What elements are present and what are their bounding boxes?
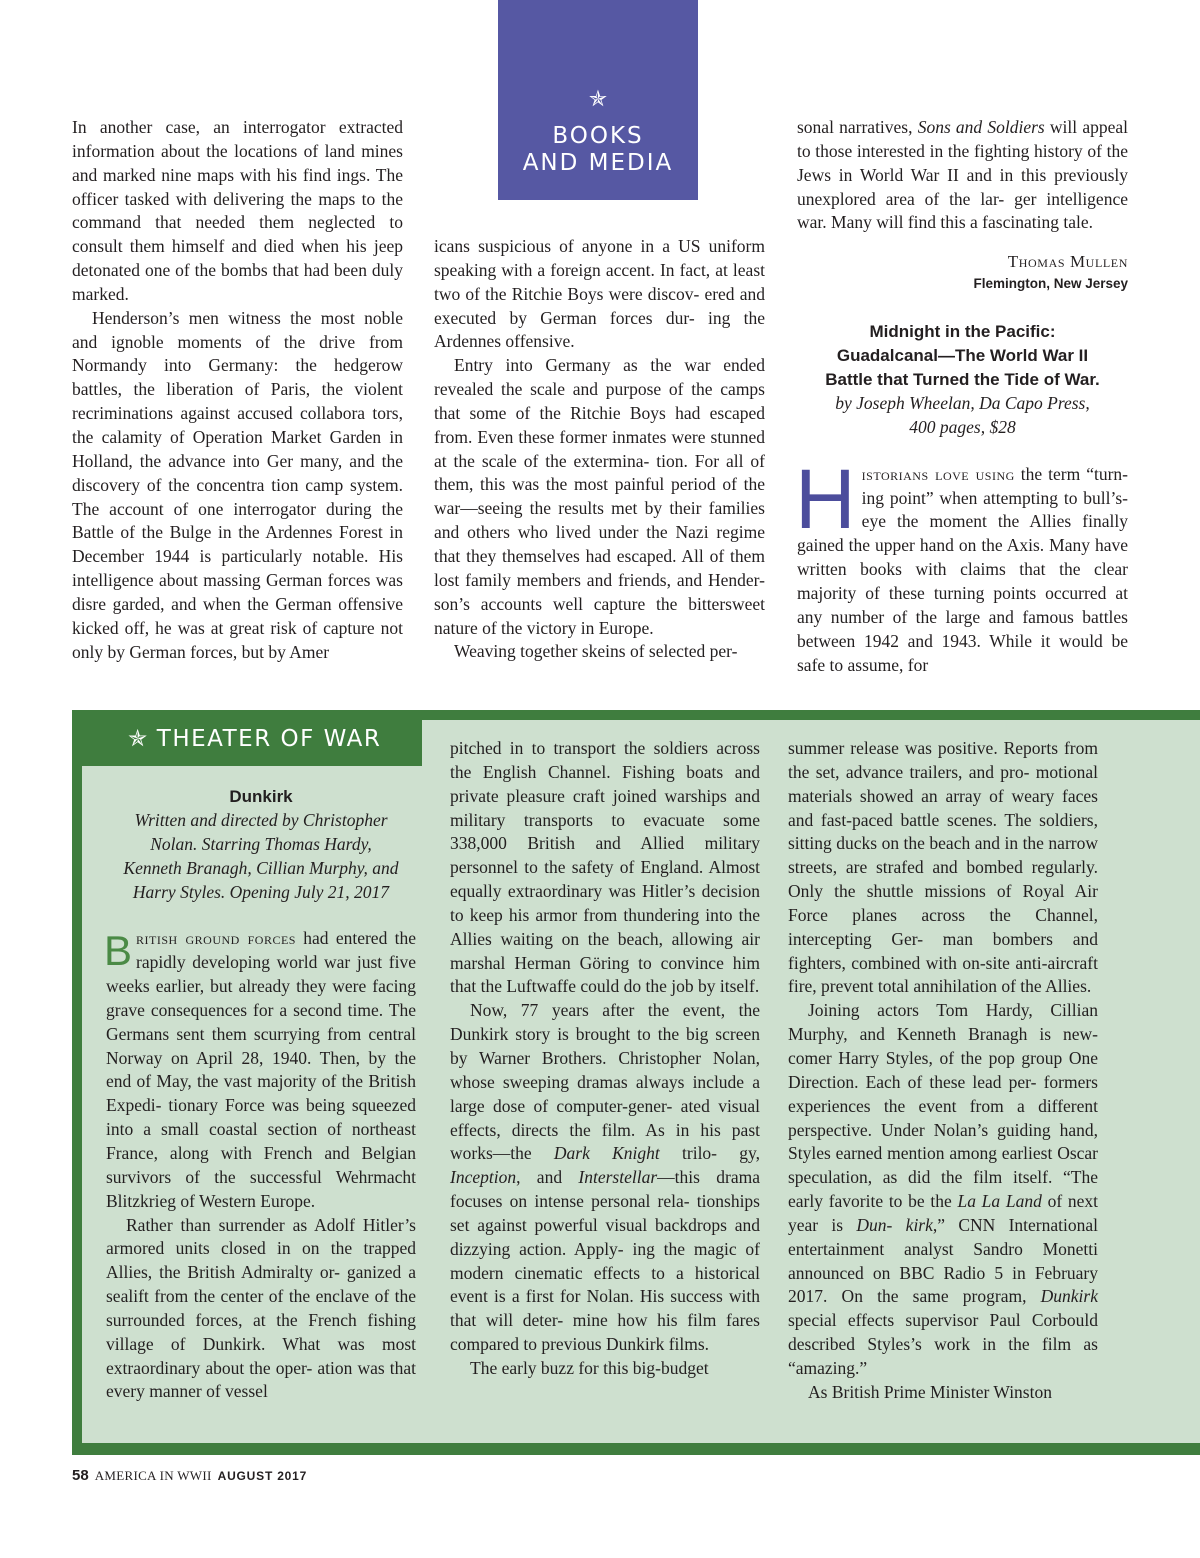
- film-title: Dunkirk: [229, 787, 293, 806]
- drop-cap: B: [104, 927, 133, 975]
- lead-in: ritish ground forces: [136, 928, 296, 949]
- theater-of-war-header: ✯ THEATER OF WAR: [72, 710, 422, 766]
- film-credit: Written and directed by Christopher Nolan. Starring Thomas Hardy, Kenneth Branagh, Cillian Murphy, and Harry Styles. Opening July 21, 2017: [123, 810, 399, 902]
- theater-column-3: [788, 737, 1098, 1405]
- book-title-italic: Sons and Soldiers: [917, 117, 1045, 137]
- star-icon: ✯: [588, 86, 608, 111]
- drop-cap: H: [795, 451, 856, 546]
- review-paragraph: sonal narratives, Sons and Soldiers will appeal to those interested in the fighting history of the Jews in World War II and in this previously unexplored area of the lar- ger intelligence war. Many will find this a fascinating tale.: [797, 117, 1128, 233]
- theater-paragraph: Now, 77 years after the event, the Dunkirk story is brought to the big screen by Warner Brothers. Christopher Nolan, whose sweeping dramas always include a large dose of computer-gener- ated visual effects, directs the film. As in his past works—the Dark Knight trilo- gy, Inception, and Interstellar—this drama focuses on intense personal rela- tionships set against powerful visual backdrops and dizzying action. Apply- ing the magic of modern cinematic effects to a historical event is a first for Nolan. His success with that will deter- mine how his film fares compared to previous Dunkirk films.: [450, 1000, 760, 1355]
- review-paragraph: icans suspicious of anyone in a US uniform speaking with a foreign accent. In fact, at least two of the Ritchie Boys were discov- ered and executed by German forces dur- ing the Ardennes offensive.: [434, 236, 765, 352]
- theater-paragraph: Joining actors Tom Hardy, Cillian Murphy, and Kenneth Branagh is new- comer Harry Styles, of the pop group One Direction. Each of these lead per- formers experiences the event from a different perspective. Under Nolan’s guiding hand, Styles earned mention among earliest Oscar speculation, as did the film itself. “The early favorite to be the La La Land of next year is Dun- kirk,” CNN International entertainment analyst Sandro Monetti announced on BBC Radio 5 in February 2017. On the same program, Dunkirk special effects supervisor Paul Corbould described Styles’s work in the film as “amazing.”: [788, 1000, 1098, 1378]
- theater-paragraph: summer release was positive. Reports from the set, advance trailers, and pro- motional materials showed an array of weary faces and fast-paced battle scenes. The soldiers, sitting ducks on the beach and in the narrow streets, are strafed and bombed regularly. Only the shuttle missions of Royal Air Force planes across the Channel, intercepting Ger- man bombers and fighters, combined with on-site anti-aircraft fire, prevent total annihilation of the Allies.: [788, 738, 1098, 997]
- review-paragraph: In another case, an interrogator extracted information about the locations of land mines and marked nine maps with his find ings. The officer tasked with delivering the maps to the command that needed them neglected to consult them himself and died when his jeep detonated one of the bombs that had been duly marked.: [72, 117, 403, 304]
- magazine-name: AMERICA IN WWII: [94, 1468, 212, 1483]
- theater-paragraph: British ground forces had entered the rapidly developing world war just five weeks earlier, but already they were facing grave consequences for a second time. The Germans sent them scurrying from central Norway on April 28, 1940. Then, by the end of May, the vast majority of the British Expedi- tionary Force was being squeezed into a small coastal section of northeast France, along with French and Belgian survivors of the successful Wehrmacht Blitzkrieg of Western Europe.: [104, 927, 416, 1211]
- theater-paragraph: The early buzz for this big-budget: [470, 1357, 709, 1378]
- theater-left-rule: [72, 710, 82, 1455]
- next-book-credit: by Joseph Wheelan, Da Capo Press, 400 pages, $28: [835, 393, 1090, 437]
- review-column-1: [72, 116, 403, 664]
- section-title: BOOKS AND MEDIA: [522, 123, 674, 176]
- theater-bottom-rule: [72, 1443, 1200, 1455]
- reviewer-name: Thomas Mullen: [1007, 252, 1128, 272]
- review-column-2: [434, 235, 765, 664]
- page-number: 58: [72, 1467, 89, 1484]
- review-column-3: [797, 116, 1128, 677]
- theater-paragraph: As British Prime Minister Winston: [808, 1381, 1052, 1402]
- theater-paragraph: Rather than surrender as Adolf Hitler’s armored units closed in on the trapped Allies, the British Admiralty or- ganized a sealift from the center of the enclave of the surrounded forces, at the French fishing village of Dunkirk. What was most extraordinary about the oper- ation was that every manner of vessel: [106, 1214, 416, 1402]
- issue-date: AUGUST 2017: [217, 1469, 308, 1483]
- theater-column-2: [450, 737, 760, 1381]
- theater-column-1: [106, 785, 416, 1404]
- review-paragraph: Entry into Germany as the war ended revealed the scale and purpose of the camps that some of the Ritchie Boys had escaped from. Even these former inmates were stunned at the scale of the extermina- tion. For all of them, this was the most painful period of the war—seeing the results met by their families and others who lived under the Nazi regime that they themselves had escaped. All of them lost family members and friends, and Hender- son’s accounts well capture the bittersweet nature of the victory in Europe.: [434, 355, 765, 638]
- theater-paragraph: pitched in to transport the soldiers across the English Channel. Fishing boats and private pleasure craft joined warships and military transports to evacuate some 338,000 British and Allied military personnel to the safety of England. Almost equally extraordinary was Hitler’s decision to keep his armor from thundering into the Allies waiting on the beach, allowing air marshal Herman Göring to convince him that the Luftwaffe could do the job by itself.: [450, 738, 760, 997]
- review-paragraph: Henderson’s men witness the most noble and ignoble moments of the drive from Normandy into Germany: the hedgerow battles, the liberation of Paris, the violent recriminations against accused collabora tors, the calamity of Operation Market Garden in Holland, the advance into Ger many, and the discovery of the concentra tion camp system. The account of one interrogator during the Battle of the Bulge in the Ardennes Forest in December 1944 is particularly notable. His intelligence about massing German forces was disre garded, and when the German offensive kicked off, he was at great risk of capture not only by German forces, but by Amer: [72, 307, 403, 662]
- lead-in: istorians love using: [861, 463, 1015, 484]
- next-book-title: Midnight in the Pacific: Guadalcanal—The World War II Battle that Turned the Tide of War.: [825, 322, 1100, 390]
- section-header-books-and-media: [498, 0, 698, 200]
- review-paragraph: Weaving together skeins of selected per-: [454, 641, 738, 662]
- page-footer: [72, 1467, 307, 1485]
- star-icon: ✯: [128, 726, 149, 752]
- reviewer-location: Flemington, New Jersey: [973, 276, 1128, 292]
- next-book-paragraph: Historians love using the term “turn- ing point” when attempting to bull’s- eye the moment the Allies finally gained the upper hand on the Axis. Many have written books with claims that the clear majority of these turning points occurred at any number of the large and famous battles between 1942 and 1943. While it would be safe to assume, for: [795, 451, 1128, 675]
